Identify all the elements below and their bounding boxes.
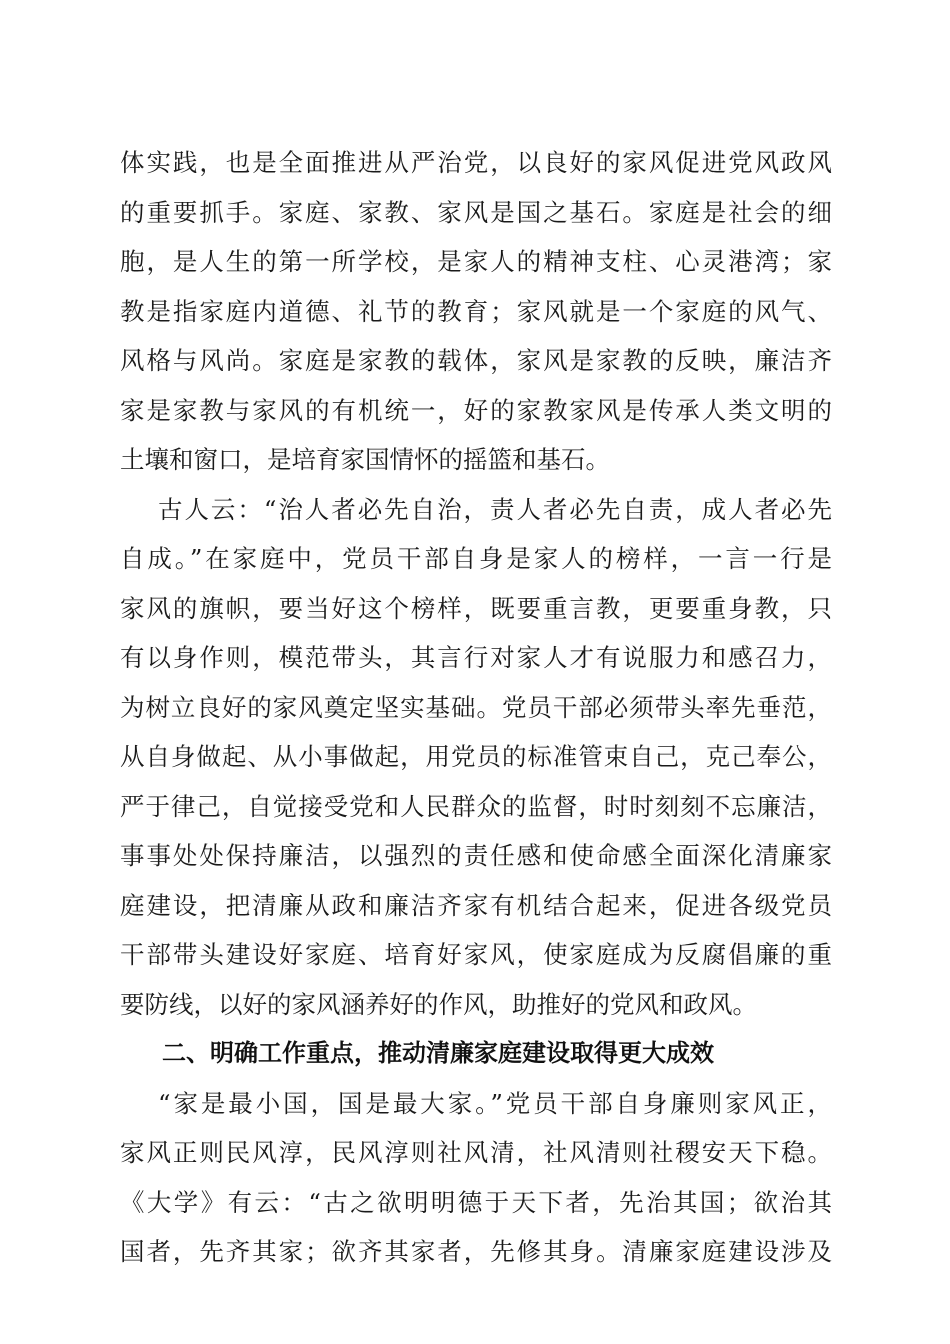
text-line: 的重要抓手。家庭、家教、家风是国之基石。家庭是社会的细 — [120, 197, 832, 227]
section-heading: 二、明确工作重点，推动清廉家庭建设取得更大成效 — [162, 1039, 714, 1067]
text-line: 从自身做起、从小事做起，用党员的标准管束自己，克己奉公， — [120, 742, 832, 771]
text-line: 《大学》有云：“古之欲明明德于天下者，先治其国；欲治其 — [120, 1187, 832, 1217]
text-line: 自成。”在家庭中，党员干部自身是家人的榜样，一言一行是 — [120, 544, 832, 573]
text-line: 胞，是人生的第一所学校，是家人的精神支柱、心灵港湾；家 — [120, 247, 832, 276]
text-line: 家是家教与家风的有机统一，好的家教家风是传承人类文明的 — [120, 395, 832, 425]
text-line: 家风的旗帜，要当好这个榜样，既要重言教，更要重身教，只 — [120, 593, 832, 623]
text-line: 庭建设，把清廉从政和廉洁齐家有机结合起来，促进各级党员 — [120, 890, 832, 920]
document-body — [120, 138, 832, 1277]
text-line: 事事处处保持廉洁，以强烈的责任感和使命感全面深化清廉家 — [120, 841, 832, 870]
paragraph-self-discipline — [120, 485, 832, 1030]
text-line: 国者，先齐其家；欲齐其家者，先修其身。清廉家庭建设涉及 — [120, 1237, 832, 1266]
text-line: 风格与风尚。家庭是家教的载体，家风是家教的反映，廉洁齐 — [120, 346, 832, 375]
text-line: 古人云：“治人者必先自治，责人者必先自责，成人者必先 — [158, 494, 832, 524]
text-line: 严于律己，自觉接受党和人民群众的监督，时时刻刻不忘廉洁， — [120, 791, 832, 821]
text-line: 土壤和窗口，是培育家国情怀的摇篮和基石。 — [120, 445, 610, 474]
text-line: 教是指家庭内道德、礼节的教育；家风就是一个家庭的风气、 — [120, 296, 832, 326]
text-line: 有以身作则，模范带头，其言行对家人才有说服力和感召力， — [120, 643, 832, 672]
text-line: 为树立良好的家风奠定坚实基础。党员干部必须带头率先垂范， — [120, 692, 832, 722]
text-line: 体实践，也是全面推进从严治党，以良好的家风促进党风政风 — [120, 148, 832, 177]
text-line: 要防线，以好的家风涵养好的作风，助推好的党风和政风。 — [120, 989, 757, 1019]
text-line: “家是最小国，国是最大家。”党员干部自身廉则家风正， — [158, 1088, 832, 1118]
text-line: 家风正则民风淳，民风淳则社风清，社风清则社稷安天下稳。 — [120, 1138, 832, 1167]
paragraph-small-country — [120, 1079, 832, 1277]
text-line: 干部带头建设好家庭、培育好家风，使家庭成为反腐倡廉的重 — [120, 940, 832, 969]
paragraph-family-tradition — [120, 138, 832, 485]
